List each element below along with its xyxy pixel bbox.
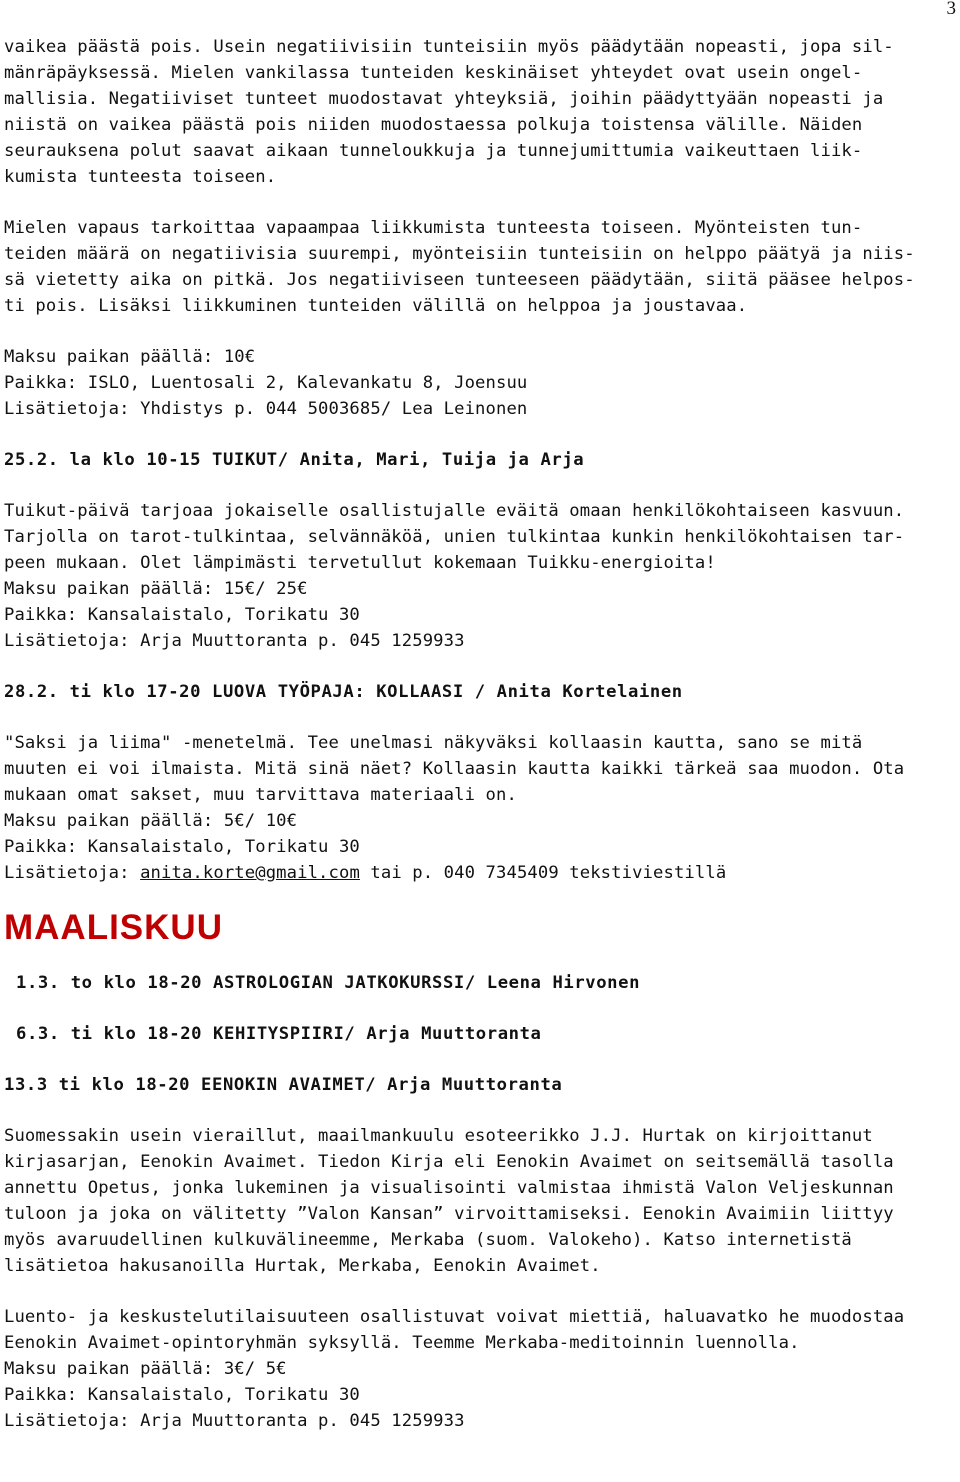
kollaasi-description <box>4 730 956 886</box>
place-line: Paikka: Kansalaistalo, Torikatu 30 <box>4 1385 360 1405</box>
text-line: "Saksi ja liima" -menetelmä. Tee unelmasi näkyväksi kollaasin kautta, sano se mitä <box>4 733 863 753</box>
place-line: Paikka: Kansalaistalo, Torikatu 30 <box>4 837 360 857</box>
email-link[interactable]: anita.korte@gmail.com <box>140 863 360 883</box>
eenokin-details <box>4 1304 956 1434</box>
text-line: Tarjolla on tarot-tulkintaa, selvännäköä, unien tulkintaa kunkin henkilökohtaisen tar- <box>4 527 905 547</box>
text-line: Tuikut-päivä tarjoaa jokaiselle osallistujalle eväitä omaan henkilökohtaiseen kasvuun. <box>4 501 905 521</box>
text-line: vaikea päästä pois. Usein negatiivisiin tunteisiin myös päädytään nopeasti, jopa sil- <box>4 37 894 57</box>
eenokin-description <box>4 1123 956 1279</box>
text-line: myös avaruudellinen kulkuvälineemme, Merkaba (suom. Valokeho). Katso internetistä <box>4 1230 852 1250</box>
event-heading-kollaasi: 28.2. ti klo 17-20 LUOVA TYÖPAJA: KOLLAASI / Anita Kortelainen <box>4 682 683 702</box>
price-line: Maksu paikan päällä: 3€/ 5€ <box>4 1359 287 1379</box>
info-line: Lisätietoja: Arja Muuttoranta p. 045 1259933 <box>4 631 465 651</box>
intro-paragraph <box>4 34 956 190</box>
place-line: Paikka: ISLO, Luentosali 2, Kalevankatu 8, Joensuu <box>4 373 528 393</box>
text-line: Mielen vapaus tarkoittaa vapaampaa liikkumista tunteesta toiseen. Myönteisten tun- <box>4 218 863 238</box>
event-heading-tuikut: 25.2. la klo 10-15 TUIKUT/ Anita, Mari, Tuija ja Arja <box>4 450 585 470</box>
page-number: 3 <box>946 0 956 19</box>
price-line: Maksu paikan päällä: 5€/ 10€ <box>4 811 298 831</box>
month-heading: MAALISKUU <box>4 908 223 947</box>
text-line: teiden määrä on negatiivisia suurempi, myönteisiin tunteisiin on helppo päätyä ja niis- <box>4 244 915 264</box>
freedom-paragraph <box>4 215 956 319</box>
info-prefix: Lisätietoja: <box>4 863 141 883</box>
text-line: seurauksena polut saavat aikaan tunneloukkuja ja tunnejumittumia vaikeuttaen liik- <box>4 141 863 161</box>
text-line: sä vietetty aika on pitkä. Jos negatiiviseen tunteeseen päädytään, siitä pääsee helpos- <box>4 270 915 290</box>
text-line: lisätietoa hakusanoilla Hurtak, Merkaba, Eenokin Avaimet. <box>4 1256 601 1276</box>
tuikut-description <box>4 498 956 654</box>
info-line: Lisätietoja: Arja Muuttoranta p. 045 1259933 <box>4 1411 465 1431</box>
text-line: tuloon ja joka on välitetty ”Valon Kansan” virvoittamiseksi. Eenokin Avaimiin liittyy <box>4 1204 894 1224</box>
text-line: Eenokin Avaimet-opintoryhmän syksyllä. Teemme Merkaba-meditoinnin luennolla. <box>4 1333 800 1353</box>
event-heading-astrologia: 1.3. to klo 18-20 ASTROLOGIAN JATKOKURSSI/ Leena Hirvonen <box>16 973 641 993</box>
text-line: ti pois. Lisäksi liikkuminen tunteiden välillä on helppoa ja joustavaa. <box>4 296 748 316</box>
document-body <box>4 34 956 1434</box>
text-line: muuten ei voi ilmaista. Mitä sinä näet? Kollaasin kautta kaikki tärkeä saa muodon. Ota <box>4 759 905 779</box>
text-line: mallisia. Negatiiviset tunteet muodostavat yhteyksiä, joihin päädyttyään nopeasti ja <box>4 89 884 109</box>
text-line: Luento- ja keskustelutilaisuuteen osallistuvat voivat miettiä, haluavatko he muodostaa <box>4 1307 905 1327</box>
text-line: Suomessakin usein vieraillut, maailmankuulu esoteerikko J.J. Hurtak on kirjoittanut <box>4 1126 873 1146</box>
text-line: kirjasarjan, Eenokin Avaimet. Tiedon Kirja eli Eenokin Avaimet on seitsemällä tasolla <box>4 1152 894 1172</box>
freedom-details <box>4 344 956 422</box>
text-line: niistä on vaikea päästä pois niiden muodostaessa polkuja toistensa välille. Näiden <box>4 115 863 135</box>
place-line: Paikka: Kansalaistalo, Torikatu 30 <box>4 605 360 625</box>
info-line <box>4 860 956 886</box>
price-line: Maksu paikan päällä: 15€/ 25€ <box>4 579 308 599</box>
event-heading-eenokin: 13.3 ti klo 18-20 EENOKIN AVAIMET/ Arja Muuttoranta <box>4 1075 563 1095</box>
text-line: kumista tunteesta toiseen. <box>4 167 277 187</box>
text-line: mänräpäyksessä. Mielen vankilassa tunteiden keskinäiset yhteydet ovat usein ongel- <box>4 63 863 83</box>
text-line: peen mukaan. Olet lämpimästi tervetullut kokemaan Tuikku-energioita! <box>4 553 716 573</box>
info-suffix: tai p. 040 7345409 tekstiviestillä <box>359 863 727 883</box>
event-heading-kehityspiiri: 6.3. ti klo 18-20 KEHITYSPIIRI/ Arja Muuttoranta <box>16 1024 542 1044</box>
text-line: annettu Opetus, jonka lukeminen ja visualisointi valmistaa ihmistä Valon Veljeskunnan <box>4 1178 894 1198</box>
text-line: mukaan omat sakset, muu tarvittava materiaali on. <box>4 785 517 805</box>
info-line: Lisätietoja: Yhdistys p. 044 5003685/ Lea Leinonen <box>4 399 528 419</box>
price-line: Maksu paikan päällä: 10€ <box>4 347 256 367</box>
